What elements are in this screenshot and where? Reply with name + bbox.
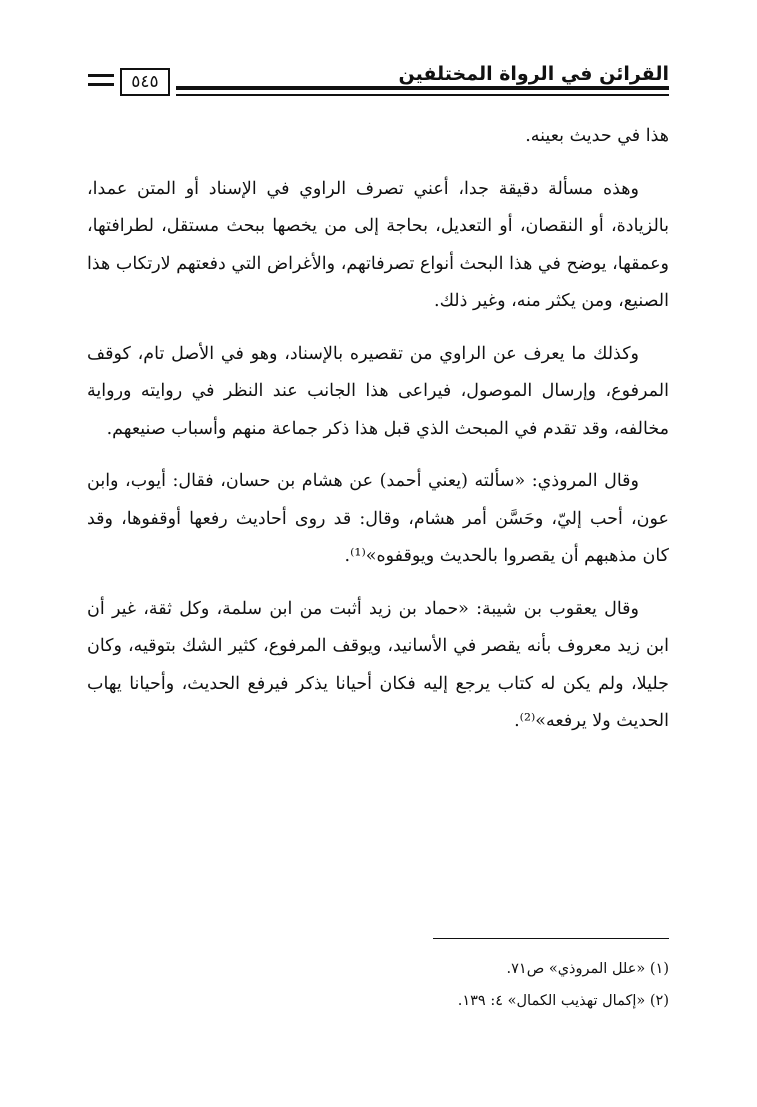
header-rule-right-thin bbox=[176, 94, 669, 96]
footnote-2: (٢) «إكمال تهذيب الكمال» ٤: ١٣٩. bbox=[457, 993, 669, 1009]
paragraph-3: وكذلك ما يعرف عن الراوي من تقصيره بالإسناد، وهو في الأصل تام، كوقف المرفوع، وإرسال الموصول، فيراعى هذا الجانب عند النظر في روايته ورواية مخالفه، وقد تقدم في المبحث الذي قبل هذا ذكر جماعة منهم وأسباب صنيعهم. bbox=[87, 343, 669, 439]
header-rule-left-bottom bbox=[88, 83, 114, 86]
page-header bbox=[84, 62, 669, 102]
running-title: القرائن في الرواة المختلفين bbox=[398, 63, 669, 85]
header-rule-right-thick bbox=[176, 86, 669, 90]
main-text bbox=[87, 118, 669, 741]
footnotes bbox=[87, 953, 669, 1017]
footnote-separator bbox=[433, 938, 669, 939]
paragraph-1: هذا في حديث بعينه. bbox=[525, 126, 669, 146]
paragraph-5: وقال يعقوب بن شيبة: «حماد بن زيد أثبت من ابن سلمة، وكل ثقة، غير أن ابن زيد معروف بأنه يقصر في الأسانيد، ويوقف المرفوع، كثير الشك بتوقيه، وكان جليلا، ولم يكن له كتاب يرجع إليه فكان أحيانا يذكر فيرفع الحديث، وأحيانا يهاب الحديث ولا يرفعه»⁽²⁾. bbox=[87, 598, 669, 731]
footnote-1: (١) «علل المروذي» ص٧١. bbox=[506, 961, 669, 977]
header-rule-left-top bbox=[88, 74, 114, 77]
paragraph-2: وهذه مسألة دقيقة جدا، أعني تصرف الراوي في الإسناد أو المتن عمدا، بالزيادة، أو النقصان، أو التعديل، بحاجة إلى من يخصها ببحث مستقل، لطرافتها، وعمقها، يوضح في هذا البحث أنواع تصرفاتهم، والأغراض التي دفعتهم لارتكاب هذا الصنيع، ومن يكثر منه، وغير ذلك. bbox=[87, 178, 669, 311]
page-number: ٥٤٥ bbox=[120, 68, 170, 96]
paragraph-4: وقال المروذي: «سألته (يعني أحمد) عن هشام بن حسان، فقال: أيوب، وابن عون، أحب إليّ، وحَسَّن أمر هشام، وقال: قد روى أحاديث رفعها أوقفوها، وقد كان مذهبهم أن يقصروا بالحديث ويوقفوه»⁽¹⁾. bbox=[87, 471, 669, 566]
